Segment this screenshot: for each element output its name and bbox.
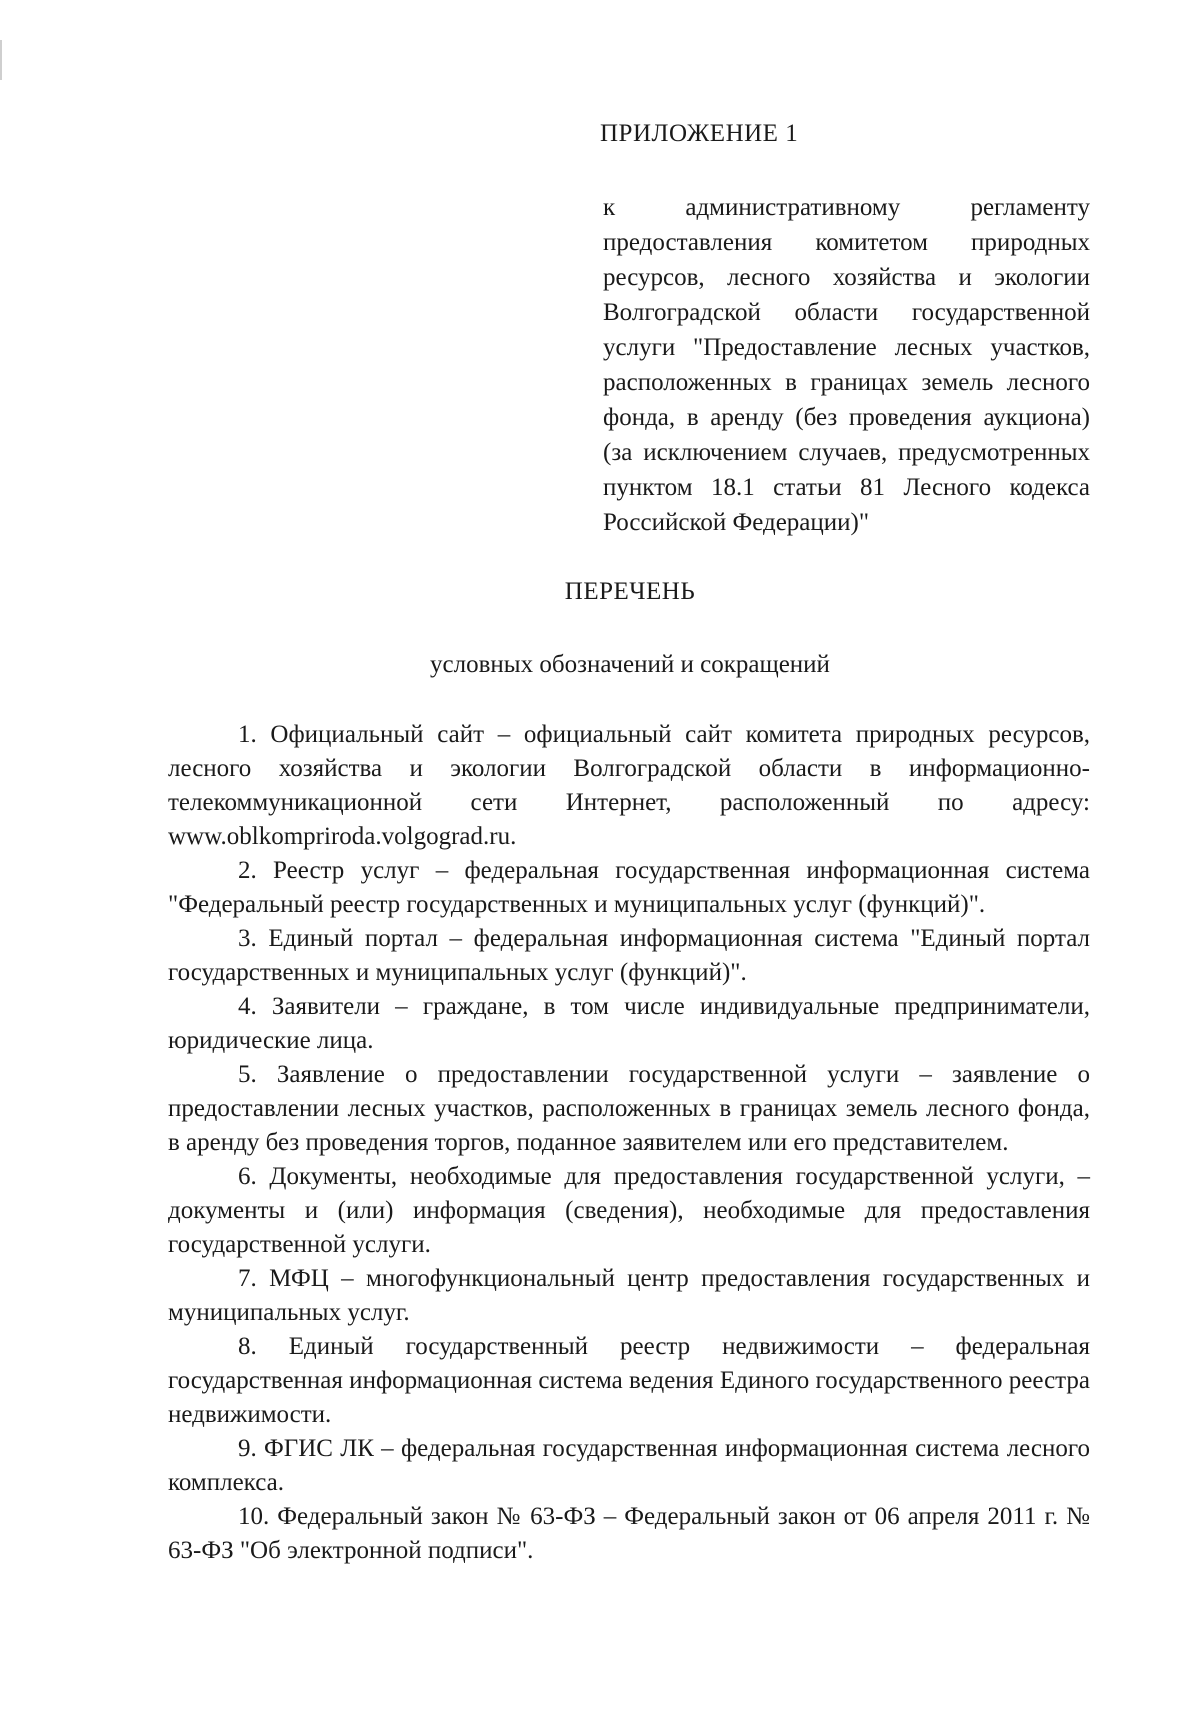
appendix-note: к административному регламенту предоставления комитетом природных ресурсов, лесного хозяйства и экологии Волгоградской области государственной услуги "Предоставление лесных участков, расположенных в границах земель лесного фонда, в аренду (без проведения аукциона) (за исключением случаев, предусмотренных пунктом 18.1 статьи 81 Лесного кодекса Российской Федерации)": [603, 194, 1090, 536]
list-item: 9. ФГИС ЛК – федеральная государственная информационная система лесного комплекса.: [168, 1435, 1090, 1496]
list-item: 8. Единый государственный реестр недвижимости – федеральная государственная информационная система ведения Единого государственного реестра недвижимости.: [168, 1333, 1090, 1428]
list-item: 10. Федеральный закон № 63-ФЗ – Федеральный закон от 06 апреля 2011 г. № 63-ФЗ "Об электронной подписи".: [168, 1503, 1090, 1564]
scan-edge-mark: [0, 40, 2, 80]
list-subtitle: условных обозначений и сокращений: [430, 651, 830, 678]
list-item: 7. МФЦ – многофункциональный центр предоставления государственных и муниципальных услуг.: [168, 1265, 1090, 1326]
list-item: 5. Заявление о предоставлении государственной услуги – заявление о предоставлении лесных участков, расположенных в границах земель лесного фонда, в аренду без проведения торгов, поданное заявителем или его представителем.: [168, 1061, 1090, 1156]
appendix-title: ПРИЛОЖЕНИЕ 1: [600, 120, 799, 147]
list-item: 6. Документы, необходимые для предоставления государственной услуги, – документы и (или) информация (сведения), необходимые для предоставления государственной услуги.: [168, 1163, 1090, 1258]
list-item: 4. Заявители – граждане, в том числе индивидуальные предприниматели, юридические лица.: [168, 993, 1090, 1054]
list-item: 3. Единый портал – федеральная информационная система "Единый портал государственных и муниципальных услуг (функций)".: [168, 925, 1090, 986]
list-item: 1. Официальный сайт – официальный сайт комитета природных ресурсов, лесного хозяйства и экологии Волгоградской области в информационно-телекоммуникационной сети Интернет, расположенный по адресу: www.oblkompriroda.volgograd.ru.: [168, 721, 1090, 850]
list-item: 2. Реестр услуг – федеральная государственная информационная система "Федеральный реестр государственных и муниципальных услуг (функций)".: [168, 857, 1090, 918]
abbreviation-list: [168, 718, 1090, 1568]
list-title: ПЕРЕЧЕНЬ: [564, 578, 696, 605]
